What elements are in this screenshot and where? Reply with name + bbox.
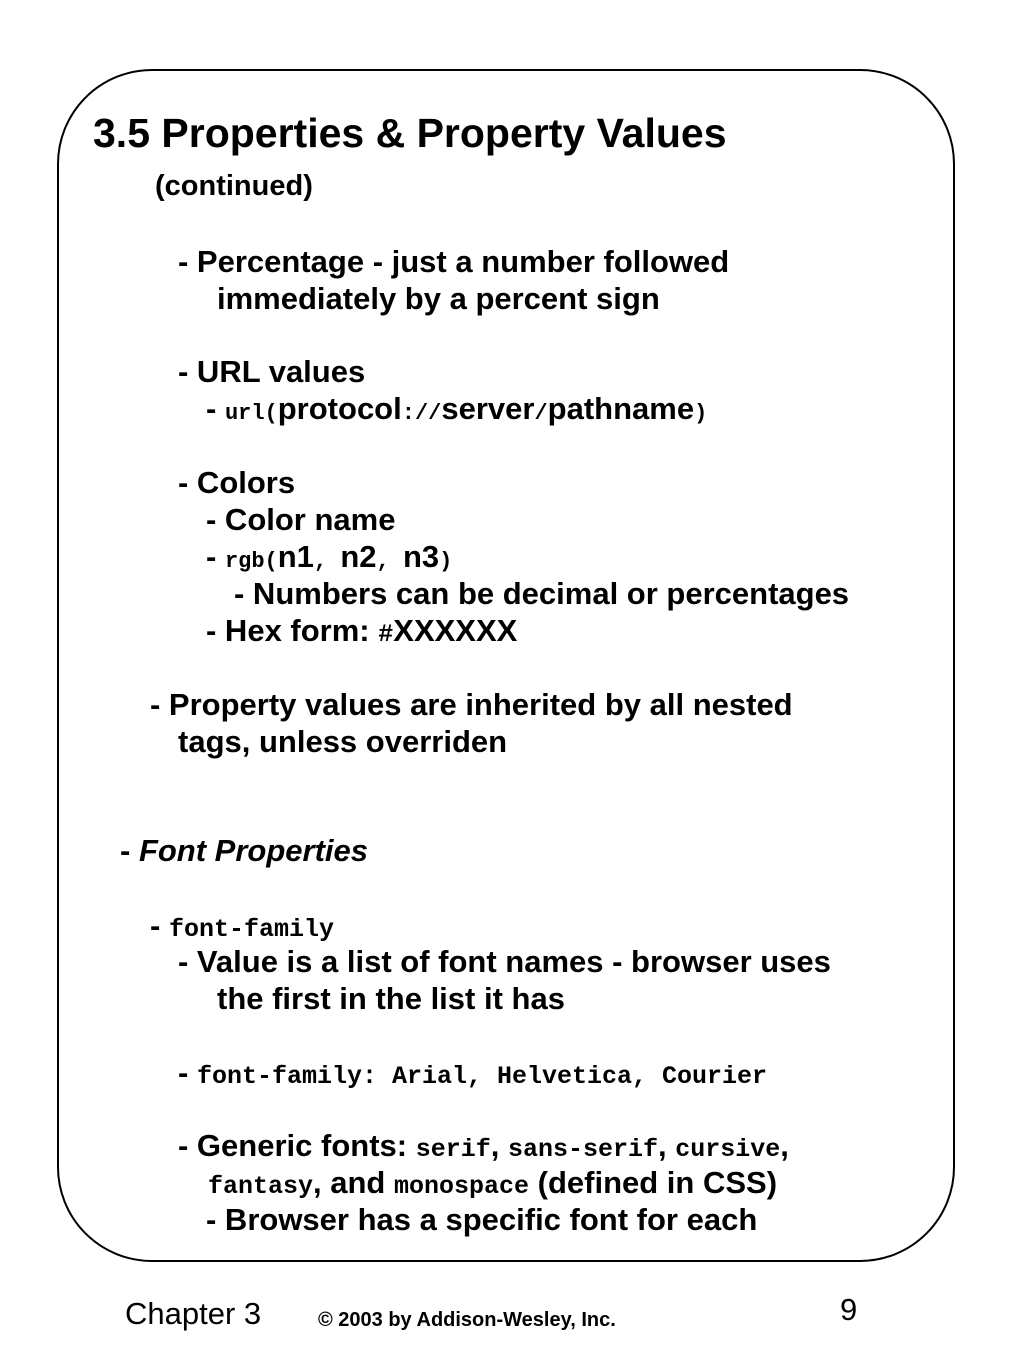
font-family-code: font-family [168, 915, 334, 944]
inheritance-line-1: - Property values are inherited by all nested [150, 687, 793, 722]
colors-heading: - Colors [178, 465, 296, 500]
hex-hash: # [378, 620, 394, 649]
inheritance-line-2: tags, unless overriden [178, 724, 508, 759]
page-number: 9 [840, 1292, 858, 1327]
font-family-desc-line-2: the first in the list it has [217, 981, 565, 1016]
generic-sep-2: , [657, 1128, 676, 1163]
rgb-comma-2: , [376, 549, 403, 574]
font-family-item [150, 908, 334, 948]
color-name-item: - Color name [206, 502, 396, 537]
hex-label: - Hex form: [206, 613, 379, 648]
footer-copyright: © 2003 by Addison-Wesley, Inc. [318, 1309, 616, 1331]
url-heading: - URL values [178, 354, 366, 389]
font-family-desc-line-1: - Value is a list of font names - browser uses [178, 944, 831, 979]
rgb-n1: n1 [277, 539, 314, 574]
generic-serif: serif [415, 1135, 491, 1164]
font-properties-label: Font Properties [138, 833, 369, 868]
rgb-n2: n2 [340, 539, 377, 574]
rgb-fn-close: ) [439, 549, 453, 574]
hex-value: XXXXXX [393, 613, 518, 648]
footer-chapter: Chapter 3 [125, 1296, 262, 1331]
percentage-line-1: - Percentage - just a number followed [178, 244, 730, 279]
slide-title: 3.5 Properties & Property Values [93, 110, 727, 156]
url-slash: / [534, 401, 548, 426]
font-family-example [178, 1055, 767, 1095]
generic-sans-serif: sans-serif [507, 1135, 658, 1164]
generic-defined-note: (defined in CSS) [529, 1165, 778, 1200]
url-protocol: protocol [277, 391, 402, 426]
url-server: server [441, 391, 535, 426]
rgb-fn-open: rgb( [224, 549, 278, 574]
rgb-comma-1: , [313, 549, 341, 574]
generic-and: , and [313, 1165, 394, 1200]
url-fn-open: url( [224, 401, 278, 426]
rgb-dash: - [206, 539, 225, 574]
generic-sep-1: , [490, 1128, 508, 1163]
generic-fantasy: fantasy [208, 1172, 314, 1201]
generic-sep-3: , [780, 1128, 789, 1163]
font-family-dash: - [150, 908, 169, 943]
slide-subtitle: (continued) [155, 170, 313, 202]
rgb-n3: n3 [402, 539, 440, 574]
url-dash: - [206, 391, 225, 426]
font-properties-dash: - [120, 833, 139, 868]
generic-fonts-label: - Generic fonts: [178, 1128, 416, 1163]
font-family-example-code: font-family: Arial, Helvetica, Courier [196, 1062, 768, 1091]
url-fn-close: ) [694, 401, 708, 426]
font-properties-heading [120, 833, 368, 869]
url-separator: :// [401, 401, 442, 426]
url-pathname: pathname [547, 391, 695, 426]
generic-cursive: cursive [675, 1135, 781, 1164]
font-family-example-dash: - [178, 1055, 197, 1090]
generic-fonts-line-1 [178, 1128, 789, 1168]
generic-monospace: monospace [393, 1172, 530, 1201]
percentage-line-2: immediately by a percent sign [217, 281, 660, 316]
generic-fonts-line-2 [208, 1165, 777, 1205]
hex-form-item [206, 613, 517, 653]
browser-font-note: - Browser has a specific font for each [206, 1202, 758, 1237]
numbers-note: - Numbers can be decimal or percentages [234, 576, 850, 611]
rgb-syntax [206, 539, 452, 580]
url-syntax [206, 391, 707, 432]
